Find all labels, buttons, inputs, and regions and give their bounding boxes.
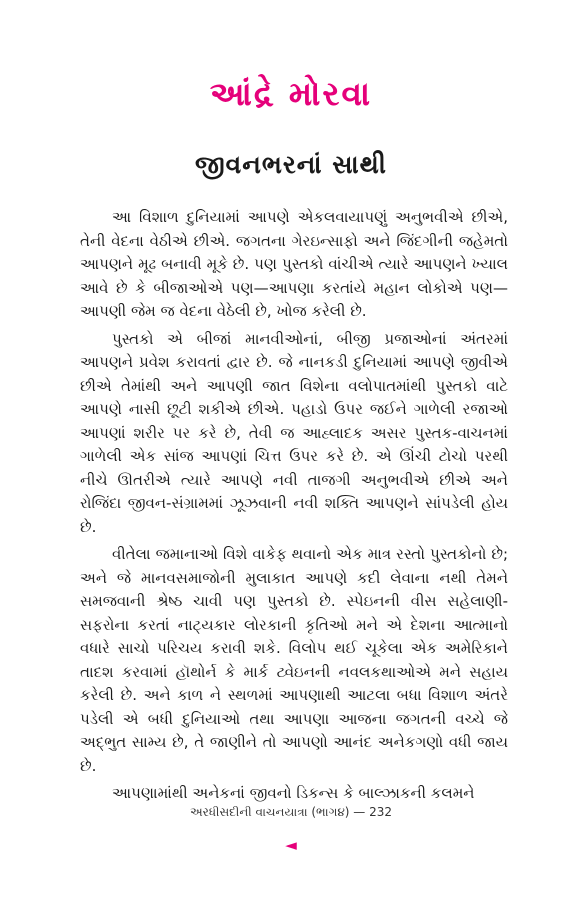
paragraph-3: વીતેલા જમાનાઓ વિશે વાકેફ થવાનો એક માત્ર રસ્તો પુસ્તકોનો છે; અને જે માનવસમાજોની મુલાકાત આપણે કદી લેવાના નથી તેમને સમજવાની શ્રેષ્ઠ ચાવી પણ પુસ્તકો છે. સ્પેઇનની વીસ સહેલાણી-સફરોના કરતાં નાટ્યકાર લોરકાની કૃતિઓ મને એ દેશના આત્માનો વધારે સાચો પરિચય કરાવી શકે. વિલોપ થઈ ચૂકેલા એક અમેરિકાને તાદશ કરવામાં હૉથોર્ન કે માર્ક ટ્વેઇનની નવલકથાઓએ મને સહાય કરેલી છે. અને કાળ ને સ્થળમાં આપણાથી આટલા બધા વિશાળ અંતરે પડેલી એ બધી દુનિયાઓ તથા આપણા આજના જગતની વચ્ચે જે અદ્ભુત સામ્ય છે, તે જાણીને તો આપણો આનંદ અનેકગણો વધી જાય છે. (80, 545, 508, 775)
author-heading: આંદ્રે મોરવા (209, 74, 373, 113)
paragraph-1: આ વિશાળ દુનિયામાં આપણે એકલવાયાપણું અનુભવીએ છીએ, તેની વેદના વેઠીએ છીએ. જગતના ગેરઇન્સાફો અને જિંદગીની જહેમતો આપણને મૂઢ બનાવી મૂકે છે. પણ પુસ્તકો વાંચીએ ત્યારે આપણને ખ્યાલ આવે છે કે બીજાઓએ પણ—આપણા કરતાંયે મહાન લોકોએ પણ—આપણી જેમ જ વેદના વેઠેલી છે, ખોજ કરેલી છે. (80, 208, 508, 320)
chapter-title: જીવનભરનાં સાથી (195, 150, 387, 179)
body-text (80, 206, 508, 810)
paragraph-4: આપણામાંથી અનેકનાં જીવનો ડિકન્સ કે બાલ્ઝાકની કલમને (112, 784, 475, 802)
left-arrow-icon: ◄ (285, 836, 297, 854)
page-footer: અરધીસદીની વાચનયાત્રા (ભાગ૪) — 232 (189, 805, 393, 819)
paragraph-2: પુસ્તકો એ બીજાં માનવીઓનાં, બીજી પ્રજાઓનાં અંતરમાં આપણને પ્રવેશ કરાવતાં દ્વાર છે. જે નાનકડી દુનિયામાં આપણે જીવીએ છીએ તેમાંથી અને આપણી જાત વિશેના વલોપાતમાંથી પુસ્તકો વાટે આપણે નાસી છૂટી શકીએ છીએ. પહાડો ઉપર જઈને ગાળેલી રજાઓ આપણાં શરીર પર કરે છે, તેવી જ આહ્લાદક અસર પુસ્તક-વાચનમાં ગાળેલી એક સાંજ આપણાં ચિત્ત ઉપર કરે છે. એ ઊંચી ટોચો પરથી નીચે ઊતરીએ ત્યારે આપણે નવી તાજગી અનુભવીએ છીએ અને રોજિંદા જીવન-સંગ્રામમાં ઝૂઝવાની નવી શક્તિ આપણને સાંપડેલી હોય છે. (80, 329, 508, 536)
